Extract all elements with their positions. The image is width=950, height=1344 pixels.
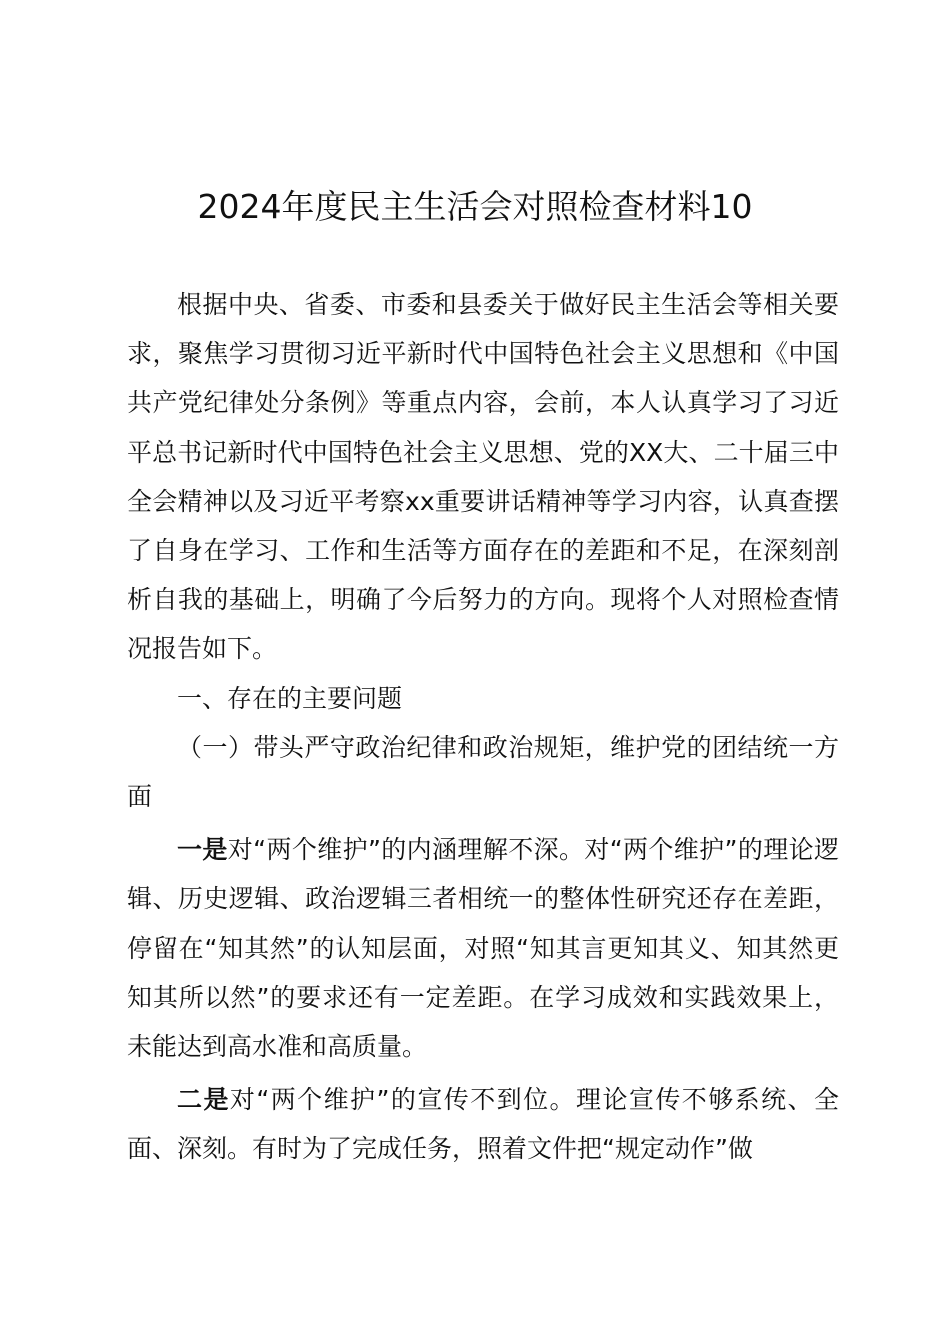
problem-item-1 bbox=[127, 825, 839, 1071]
item-text: 对“两个维护”的内涵理解不深。对“两个维护”的理论逻辑、历史逻辑、政治逻辑三者相统一的整体性研究还存在差距，停留在“知其然”的认知层面，对照“知其言更知其义、知其然更知其所以然”的要求还有一定差距。在学习成效和实践效果上，未能达到高水准和高质量。 bbox=[127, 835, 839, 1062]
item-text: 对“两个维护”的宣传不到位。理论宣传不够系统、全面、深刻。有时为了完成任务，照着文件把“规定动作”做 bbox=[127, 1085, 839, 1164]
item-lead: 二是 bbox=[177, 1085, 230, 1115]
section-heading: 一、存在的主要问题 bbox=[177, 683, 403, 713]
problem-item-2 bbox=[127, 1075, 839, 1173]
document-title: 2024年度民主生活会对照检查材料10 bbox=[197, 187, 753, 226]
subsection-heading: （一）带头严守政治纪律和政治规矩，维护党的团结统一方面 bbox=[127, 732, 839, 812]
item-lead: 一是 bbox=[177, 835, 228, 865]
document-body bbox=[127, 280, 839, 1174]
intro-paragraph: 根据中央、省委、市委和县委关于做好民主生活会等相关要求，聚焦学习贯彻习近平新时代中国特色社会主义思想和《中国共产党纪律处分条例》等重点内容，会前，本人认真学习了习近平总书记新时代中国特色社会主义思想、党的XX大、二十届三中全会精神以及习近平考察xx重要讲话精神等学习内容，认真查摆了自身在学习、工作和生活等方面存在的差距和不足，在深刻剖析自我的基础上，明确了今后努力的方向。现将个人对照检查情况报告如下。 bbox=[127, 290, 839, 664]
